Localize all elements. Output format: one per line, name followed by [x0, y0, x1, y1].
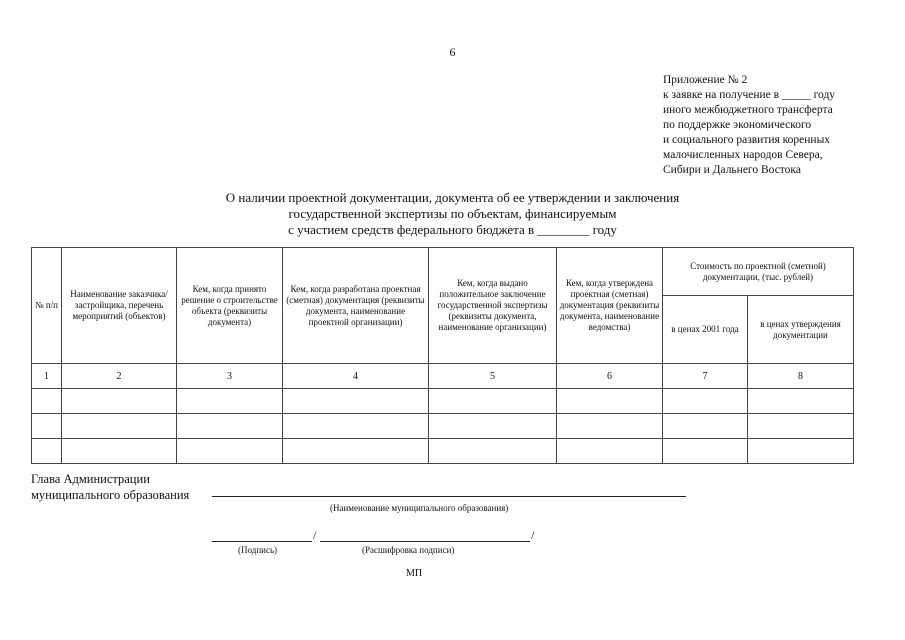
table-cell[interactable] [429, 389, 557, 414]
header-documentation-developer: Кем, когда разработана проектная (сметная) документация (реквизиты документа, наименование проектной организации) [283, 248, 429, 364]
municipality-caption: (Наименование муниципального образования) [330, 503, 509, 513]
header-row-number: № п/п [32, 248, 62, 364]
header-expertise-conclusion: Кем, когда выдано положительное заключение государственной экспертизы (реквизиты документа, наименование организации) [429, 248, 557, 364]
title-line: с участием средств федерального бюджета в ________ году [288, 222, 617, 237]
decoding-caption: (Расшифровка подписи) [362, 545, 455, 555]
separator-slash: / [313, 528, 317, 542]
table-cell[interactable] [62, 389, 177, 414]
column-number: 1 [32, 364, 62, 389]
table-cell[interactable] [557, 389, 663, 414]
signatory-title [31, 471, 189, 503]
table-cell[interactable] [748, 389, 854, 414]
municipality-name-line[interactable] [212, 484, 686, 497]
header-documentation-approval: Кем, когда утверждена проектная (сметная) документация (реквизиты документа, наименование ведомства) [557, 248, 663, 364]
table-cell[interactable] [177, 414, 283, 439]
appendix-line: Сибири и Дальнего Востока [663, 164, 801, 176]
appendix-note [663, 73, 835, 178]
table-row [32, 439, 854, 464]
column-number: 6 [557, 364, 663, 389]
header-customer: Наименование заказчика/ застройщика, перечень мероприятий (объектов) [62, 248, 177, 364]
table-cell[interactable] [62, 439, 177, 464]
table-cell[interactable] [32, 414, 62, 439]
table-cell[interactable] [32, 389, 62, 414]
header-cost-approval: в ценах утверждения документации [748, 296, 854, 364]
signatory-line-2: муниципального образования [31, 488, 190, 502]
table-cell[interactable] [177, 389, 283, 414]
page-number: 6 [449, 45, 456, 59]
table-cell[interactable] [557, 414, 663, 439]
table-cell[interactable] [663, 389, 748, 414]
header-cost-2001: в ценах 2001 года [663, 296, 748, 364]
appendix-line: малочисленных народов Севера, [663, 149, 823, 161]
appendix-line: и социального развития коренных [663, 134, 831, 146]
column-number: 7 [663, 364, 748, 389]
header-construction-decision: Кем, когда принято решение о строительстве объекта (реквизиты документа) [177, 248, 283, 364]
table-cell[interactable] [62, 414, 177, 439]
separator-slash: / [531, 528, 535, 542]
table-cell[interactable] [557, 439, 663, 464]
table-cell[interactable] [429, 439, 557, 464]
table-cell[interactable] [663, 414, 748, 439]
table-cell[interactable] [663, 439, 748, 464]
table-row [32, 414, 854, 439]
column-number: 5 [429, 364, 557, 389]
title-line: О наличии проектной документации, документа об ее утверждении и заключения [225, 190, 680, 205]
table-cell[interactable] [283, 389, 429, 414]
appendix-line: Приложение № 2 [663, 74, 748, 86]
table-cell[interactable] [32, 439, 62, 464]
table-cell[interactable] [748, 414, 854, 439]
table-cell[interactable] [283, 439, 429, 464]
signature-decoding-line[interactable] [320, 529, 530, 542]
appendix-line: по поддержке экономического [663, 119, 812, 131]
column-number: 4 [283, 364, 429, 389]
project-documentation-table [31, 247, 854, 464]
column-number: 8 [748, 364, 854, 389]
appendix-line: иного межбюджетного трансферта [663, 104, 833, 116]
document-title [0, 190, 905, 238]
table-row [32, 389, 854, 414]
stamp-placeholder: МП [405, 568, 423, 579]
title-line: государственной экспертизы по объектам, финансируемым [288, 206, 617, 221]
table-cell[interactable] [177, 439, 283, 464]
column-number: 2 [62, 364, 177, 389]
table-cell[interactable] [748, 439, 854, 464]
column-number-row [32, 364, 854, 389]
header-cost-group: Стоимость по проектной (сметной) документации, (тыс. рублей) [663, 248, 854, 296]
signature-caption: (Подпись) [238, 545, 278, 555]
signature-line[interactable] [212, 529, 312, 542]
signatory-line-1: Глава Администрации [31, 472, 150, 486]
table-cell[interactable] [429, 414, 557, 439]
appendix-line: к заявке на получение в _____ году [663, 89, 836, 101]
table-cell[interactable] [283, 414, 429, 439]
column-number: 3 [177, 364, 283, 389]
